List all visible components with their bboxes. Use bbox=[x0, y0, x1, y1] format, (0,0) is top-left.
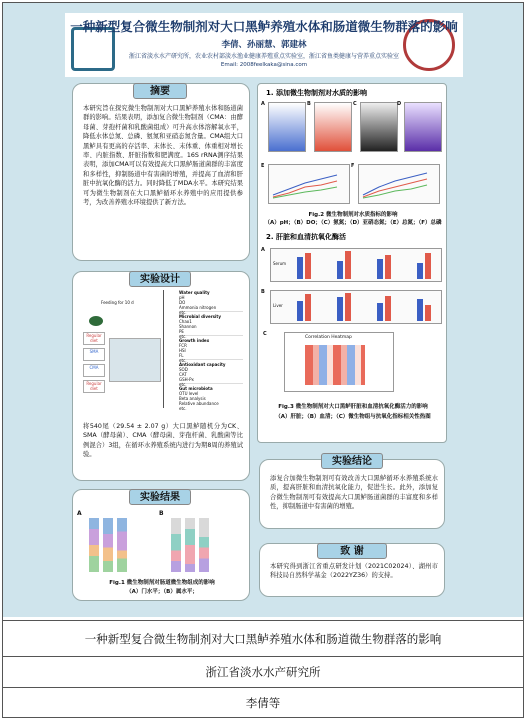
gut-block: Gut microbiota OTU level Beta analysis Relative abundance etc. bbox=[179, 386, 219, 411]
liver-bar-6 bbox=[385, 296, 391, 321]
section-2-title: 2. 肝脏和血清抗氧化酶活 bbox=[266, 233, 346, 241]
line-e-svg bbox=[269, 165, 349, 203]
thanks-text: 本研究得到浙江省重点研发计划（2021C02024）、湖州市科技局自然科学基金（2022YZ36）的支持。 bbox=[270, 563, 438, 580]
line-f-svg bbox=[359, 165, 439, 203]
liver-bar-5 bbox=[377, 303, 383, 321]
liver-bar-7 bbox=[417, 299, 423, 321]
heatmap-d: D bbox=[404, 102, 442, 152]
liver-bar-2 bbox=[305, 294, 311, 321]
fig3-sub: （A）肝脏；（B）血清；（C）微生物组与抗氧化指标相关性热图 bbox=[275, 414, 431, 420]
growth-block: Growth index FCR HSI FL etc. bbox=[179, 338, 243, 360]
heatmap-c: C bbox=[360, 102, 398, 152]
abstract-text: 本研究旨在探究微生物制剂对大口黑鲈养殖水体和肠道菌群的影响。结果表明，添加复合微生物制剂（CMA：由酵母菌、芽孢杆菌和乳酸菌组成）可升高水体溶解氧水平，降低水体总氮、总磷、氨氮和亚硝态氮含量。CMA组大口黑鲈具有更高的存活率、末体长、末体重、体重相对增长率、内脏指数、肝脏指数和肥满度。16S rRNA测序结果表明，添加CMA可以有效提高大口黑鲈肠道菌群的丰富度和多样性，抑制肠道中有害菌的增殖，并提高了血清和肝脏中抗氧化酶的活力。同时降低了MDA水平。本研究结果可为微生物制剂在大口黑鲈循环水养殖中的应用提供参考，为改善养殖水环境提供了新方法。 bbox=[83, 105, 243, 207]
antioxidant-block: Antioxidant capacity SOD CAT GSH-Px etc. bbox=[179, 362, 243, 384]
conclusion-text: 添复合加微生物制剂可有效改善大口黑鲈循环水养殖系统水质，提高肝脏和血清抗氧化能力，促进生长。此外，添加复合微生物制剂可有效提高大口黑鲈肠道菌群的丰富度和多样性，抑制肠道中有害菌的增殖。 bbox=[270, 475, 438, 511]
conclusion-heading: 实验结论 bbox=[321, 453, 383, 469]
correlation-heatmap: C Correlation Heatmap bbox=[284, 332, 394, 392]
bar-a2 bbox=[103, 518, 113, 572]
design-box bbox=[72, 271, 250, 481]
fish-icon bbox=[89, 316, 103, 326]
liver-bar-3 bbox=[337, 297, 343, 321]
microbial-block: Microbial diversity Chao1 Shannon PE etc. bbox=[179, 314, 243, 336]
liver-bar-4 bbox=[345, 293, 351, 321]
affiliation: 浙江省淡水水产研究所，农业农村部淡水渔业健康养殖重点实验室，浙江省鱼类健康与营养重点实验室 bbox=[128, 53, 399, 60]
abstract-box bbox=[72, 83, 250, 261]
liver-bar-1 bbox=[297, 301, 303, 321]
figures-box bbox=[257, 83, 447, 443]
stacked-bar-b bbox=[159, 510, 243, 572]
section-1-title: 1. 添加微生物制剂对水质的影响 bbox=[266, 89, 367, 97]
fig2-sub: （A）pH；（B）DO；（C）氨氮；（D）亚硝态氮；（E）总氮；（F）总磷 bbox=[264, 220, 442, 226]
bar-a1 bbox=[89, 518, 99, 572]
design-diagram bbox=[79, 290, 245, 411]
bar-a3 bbox=[117, 518, 127, 572]
footer-institute: 浙江省淡水水产研究所 bbox=[3, 656, 523, 687]
tank-image bbox=[109, 338, 161, 382]
water-quality-block: Water quality pH DO Ammonia nitrogen etc. bbox=[179, 290, 243, 312]
group-box-3: CMA bbox=[83, 364, 105, 377]
authors: 李倩、孙丽慧、郭建林 bbox=[221, 40, 307, 50]
design-text: 将540尾（29.54 ± 2.07 g）大口黑鲈随机分为CK、SMA（酵母菌）、CMA（酵母菌、芽孢杆菌、乳酸菌等比例混合）3组，在循环水养殖系统内进行为期8周的养殖试验。 bbox=[83, 423, 243, 459]
footer-title: 一种新型复合微生物制剂对大口黑鲈养殖水体和肠道微生物群落的影响 bbox=[3, 620, 523, 656]
serum-bar-6 bbox=[385, 255, 391, 279]
serum-bar-1 bbox=[297, 257, 303, 279]
email: Email: 2008feelkaka@sina.com bbox=[220, 62, 308, 68]
abstract-heading: 摘要 bbox=[133, 83, 187, 99]
fig1-caption: Fig.1 微生物制剂对肠道微生物组成的影响 bbox=[109, 580, 215, 586]
serum-bar-3 bbox=[337, 261, 343, 279]
serum-bars: A Serum bbox=[270, 248, 442, 282]
line-plot-e: E bbox=[268, 164, 350, 204]
panel-label-b: B bbox=[159, 510, 164, 517]
serum-bar-4 bbox=[345, 251, 351, 279]
conclusion-box bbox=[259, 459, 445, 529]
results-heading: 实验结果 bbox=[129, 489, 191, 505]
heatmap-a: A bbox=[268, 102, 306, 152]
bar-b1 bbox=[171, 518, 181, 572]
thanks-heading: 致 谢 bbox=[317, 543, 387, 559]
heatmap-b: B bbox=[314, 102, 352, 152]
stacked-bar-a bbox=[77, 510, 161, 572]
group-box-4: Regular diet bbox=[83, 380, 105, 393]
poster bbox=[3, 3, 523, 617]
footer-author: 李倩等 bbox=[3, 687, 523, 718]
bar-b3 bbox=[199, 518, 209, 572]
serum-bar-7 bbox=[417, 263, 423, 279]
serum-bar-2 bbox=[305, 253, 311, 279]
flow-arrows bbox=[163, 290, 175, 408]
panel-label-a: A bbox=[77, 510, 82, 517]
serum-bar-5 bbox=[377, 259, 383, 279]
poster-header bbox=[65, 13, 463, 77]
line-plot-f: F bbox=[358, 164, 440, 204]
poster-title: 一种新型复合微生物制剂对大口黑鲈养殖水体和肠道微生物群落的影响 bbox=[70, 19, 458, 34]
liver-bars: B Liver bbox=[270, 290, 442, 324]
group-box-2: SMA bbox=[83, 348, 105, 361]
bar-b2 bbox=[185, 518, 195, 572]
serum-bar-8 bbox=[425, 253, 431, 279]
heatmap-cells bbox=[305, 345, 365, 385]
results-box bbox=[72, 489, 250, 601]
feeding-label: Feeding for 10 d bbox=[101, 300, 134, 305]
fig1-sub: （A）门水平；（B）属水平； bbox=[126, 589, 198, 595]
group-box-1: Regular diet bbox=[83, 332, 105, 345]
design-heading: 实验设计 bbox=[129, 271, 191, 287]
fig3-caption: Fig.3 微生物制剂对大口黑鲈肝脏和血清抗氧化酶活力的影响 bbox=[278, 404, 428, 410]
liver-bar-8 bbox=[425, 305, 431, 321]
fig2-caption: Fig.2 微生物制剂对水质指标的影响 bbox=[308, 212, 398, 218]
